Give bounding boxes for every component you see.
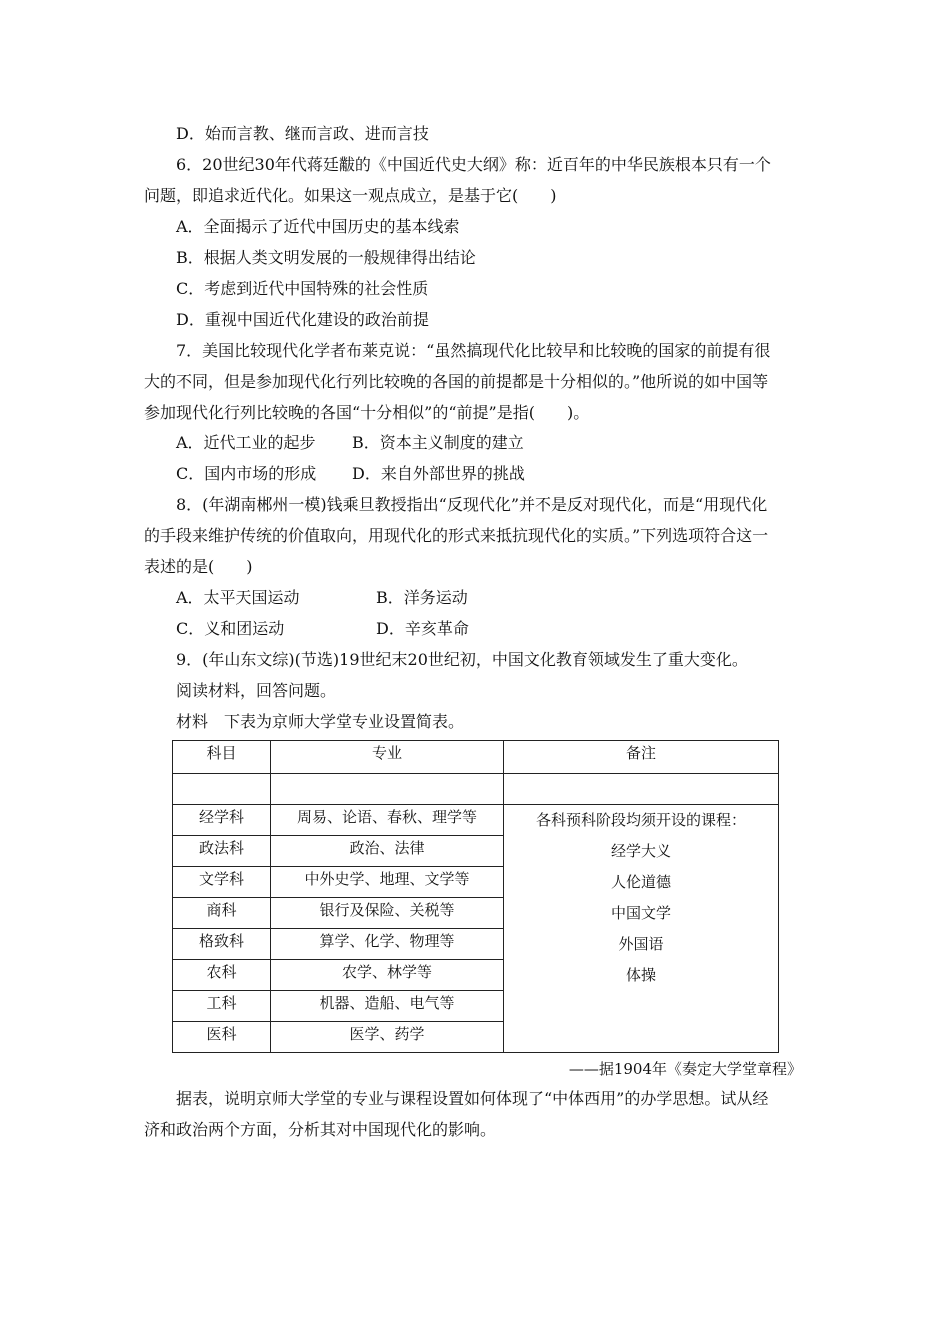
note-line: 体操	[625, 966, 656, 984]
q8-option-c: C．义和团运动	[176, 619, 285, 638]
q8-option-b: B．洋务运动	[376, 588, 468, 607]
q7-stem-line1: 7．美国比较现代化学者布莱克说：“虽然搞现代化比较早和比较晚的国家的前提有很	[176, 341, 771, 360]
subject-cell: 经学科	[173, 805, 271, 836]
subject-cell: 政法科	[173, 836, 271, 867]
q7-option-a: A．近代工业的起步	[176, 433, 316, 452]
major-cell: 医学、药学	[271, 1022, 504, 1053]
major-cell: 中外史学、地理、文学等	[271, 867, 504, 898]
q7-option-d: D．来自外部世界的挑战	[352, 464, 525, 483]
note-line: 外国语	[618, 935, 664, 953]
note-cell	[504, 805, 779, 1053]
q9-question-line1: 据表，说明京师大学堂的专业与课程设置如何体现了“中体西用”的办学思想。试从经	[176, 1089, 769, 1108]
q9-stem: 9．(年山东文综)(节选)19世纪末20世纪初，中国文化教育领域发生了重大变化。	[176, 650, 748, 669]
q5-option-d: D．始而言教、继而言政、进而言技	[176, 124, 429, 143]
q6-stem-line2: 问题，即追求近代化。如果这一观点成立，是基于它( )	[144, 186, 557, 205]
q9-instruction: 阅读材料，回答问题。	[176, 681, 337, 700]
major-cell: 周易、论语、春秋、理学等	[271, 805, 504, 836]
q8-options-row2	[176, 618, 469, 640]
q9-material-intro: 材料 下表为京师大学堂专业设置简表。	[176, 712, 465, 731]
q7-options-row1	[176, 432, 524, 454]
header-major: 专业	[271, 741, 504, 774]
table-header-row	[173, 741, 779, 774]
note-line: 人伦道德	[610, 873, 671, 891]
q6-option-c: C．考虑到近代中国特殊的社会性质	[176, 279, 429, 298]
specialty-table	[172, 740, 779, 1053]
q8-stem-line3: 表述的是( )	[144, 557, 253, 576]
note-line: 各科预科阶段均须开设的课程：	[535, 811, 746, 829]
table-source: ——据1904年《奏定大学堂章程》	[568, 1060, 802, 1078]
q6-option-a: A．全面揭示了近代中国历史的基本线索	[176, 217, 460, 236]
note-line: 中国文学	[610, 904, 671, 922]
q8-option-d: D．辛亥革命	[376, 619, 469, 638]
major-cell: 银行及保险、关税等	[271, 898, 504, 929]
q6-option-d: D．重视中国近代化建设的政治前提	[176, 310, 429, 329]
table-empty-row	[173, 774, 779, 805]
q7-options-row2	[176, 463, 525, 485]
subject-cell: 医科	[173, 1022, 271, 1053]
header-subject: 科目	[173, 741, 271, 774]
major-cell: 算学、化学、物理等	[271, 929, 504, 960]
subject-cell: 文学科	[173, 867, 271, 898]
subject-cell: 商科	[173, 898, 271, 929]
q8-stem-line2: 的手段来维护传统的价值取向，用现代化的形式来抵抗现代化的实质。”下列选项符合这一	[144, 526, 769, 545]
major-cell: 农学、林学等	[271, 960, 504, 991]
subject-cell: 农科	[173, 960, 271, 991]
q7-stem-line2: 大的不同，但是参加现代化行列比较晚的各国的前提都是十分相似的。”他所说的如中国等	[144, 372, 769, 391]
q7-option-c: C．国内市场的形成	[176, 464, 317, 483]
major-cell: 机器、造船、电气等	[271, 991, 504, 1022]
subject-cell: 格致科	[173, 929, 271, 960]
q6-stem-line1: 6．20世纪30年代蒋廷黻的《中国近代史大纲》称：近百年的中华民族根本只有一个	[176, 155, 771, 174]
q8-option-a: A．太平天国运动	[176, 588, 300, 607]
q8-stem-line1: 8．(年湖南郴州一模)钱乘旦教授指出“反现代化”并不是反对现代化，而是“用现代化	[176, 495, 768, 514]
q6-option-b: B．根据人类文明发展的一般规律得出结论	[176, 248, 476, 267]
q7-stem-line3: 参加现代化行列比较晚的各国“十分相似”的“前提”是指( )。	[144, 403, 590, 422]
major-cell: 政治、法律	[271, 836, 504, 867]
table-row	[173, 805, 779, 836]
header-note: 备注	[504, 741, 779, 774]
note-line: 经学大义	[610, 842, 671, 860]
q8-options-row1	[176, 587, 468, 609]
subject-cell: 工科	[173, 991, 271, 1022]
q9-question-line2: 济和政治两个方面，分析其对中国现代化的影响。	[144, 1120, 497, 1139]
q7-option-b: B．资本主义制度的建立	[352, 433, 524, 452]
